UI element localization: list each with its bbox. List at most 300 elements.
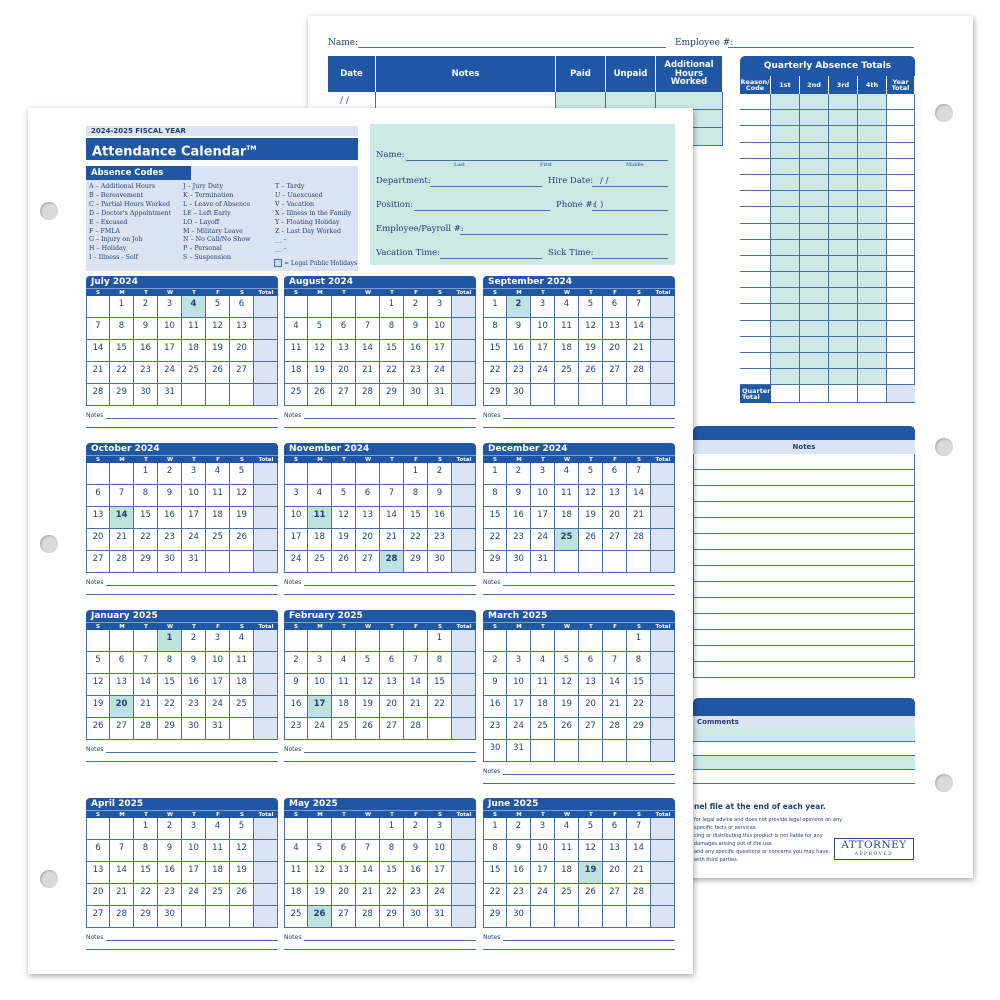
day-cell[interactable]: 12 [230,840,254,862]
day-cell[interactable]: 2 [182,630,206,652]
day-cell[interactable]: 28 [356,906,380,928]
quarterly-cell[interactable] [887,321,915,336]
day-cell[interactable]: 9 [428,485,452,507]
day-cell[interactable]: 8 [134,840,158,862]
day-cell[interactable]: 26 [332,551,356,573]
day-cell[interactable]: 30 [158,551,182,573]
log-date-cell[interactable]: / / [328,92,376,109]
day-cell[interactable]: 13 [332,862,356,884]
day-cell[interactable]: 26 [579,529,603,551]
quarterly-cell[interactable] [887,191,915,206]
day-cell[interactable]: 15 [483,340,507,362]
info-hire-date-line[interactable] [592,186,668,187]
month-notes-line[interactable] [106,585,278,586]
quarterly-cell[interactable] [829,224,858,239]
day-cell[interactable]: 6 [603,463,627,485]
back-notes-line[interactable] [693,598,915,614]
quarterly-cell[interactable] [858,321,887,336]
day-cell[interactable]: 13 [356,507,380,529]
quarterly-cell[interactable] [887,126,915,141]
day-cell[interactable]: 15 [404,507,428,529]
day-cell[interactable]: 15 [483,862,507,884]
day-cell[interactable]: 19 [332,529,356,551]
month-notes-line[interactable] [503,774,675,775]
day-cell[interactable]: 9 [483,674,507,696]
week-total-cell[interactable] [254,340,278,362]
day-cell[interactable]: 2 [428,463,452,485]
day-cell[interactable]: 3 [182,463,206,485]
day-cell[interactable]: 2 [483,652,507,674]
day-cell[interactable]: 19 [308,884,332,906]
day-cell[interactable]: 17 [206,674,230,696]
holiday-day-cell[interactable]: 2 [507,296,531,318]
quarterly-cell[interactable] [800,191,829,206]
empty-day-cell[interactable] [284,463,308,485]
day-cell[interactable]: 20 [332,884,356,906]
quarterly-cell[interactable] [858,175,887,190]
day-cell[interactable]: 16 [404,340,428,362]
month-notes-line[interactable] [86,949,278,950]
month-notes-line[interactable] [284,594,476,595]
quarterly-cell[interactable] [740,224,771,239]
day-cell[interactable]: 23 [483,718,507,740]
week-total-cell[interactable] [254,840,278,862]
day-cell[interactable]: 30 [404,384,428,406]
empty-day-cell[interactable] [579,740,603,762]
day-cell[interactable]: 13 [603,485,627,507]
quarterly-cell[interactable] [829,110,858,125]
day-cell[interactable]: 1 [134,818,158,840]
week-total-cell[interactable] [452,340,476,362]
day-cell[interactable]: 7 [404,652,428,674]
day-cell[interactable]: 17 [531,340,555,362]
day-cell[interactable]: 17 [284,529,308,551]
day-cell[interactable]: 27 [110,718,134,740]
empty-day-cell[interactable] [555,551,579,573]
day-cell[interactable]: 23 [134,362,158,384]
day-cell[interactable]: 8 [483,318,507,340]
day-cell[interactable]: 4 [206,463,230,485]
day-cell[interactable]: 11 [555,485,579,507]
week-total-cell[interactable] [452,862,476,884]
day-cell[interactable]: 14 [627,318,651,340]
day-cell[interactable]: 5 [579,463,603,485]
quarterly-cell[interactable] [829,369,858,384]
day-cell[interactable]: 13 [230,318,254,340]
empty-day-cell[interactable] [332,463,356,485]
empty-day-cell[interactable] [230,718,254,740]
day-cell[interactable]: 6 [579,652,603,674]
week-total-cell[interactable] [254,818,278,840]
quarterly-cell[interactable] [829,321,858,336]
quarterly-cell[interactable] [829,94,858,109]
quarterly-cell[interactable] [771,337,800,352]
empty-day-cell[interactable] [507,630,531,652]
day-cell[interactable]: 13 [579,674,603,696]
day-cell[interactable]: 1 [483,463,507,485]
day-cell[interactable]: 7 [380,485,404,507]
quarterly-cell[interactable] [887,256,915,271]
day-cell[interactable]: 12 [332,507,356,529]
back-notes-line[interactable] [693,518,915,534]
info-position-line[interactable] [414,210,550,211]
day-cell[interactable]: 24 [507,718,531,740]
empty-day-cell[interactable] [230,384,254,406]
day-cell[interactable]: 3 [531,296,555,318]
quarterly-cell[interactable] [858,353,887,368]
day-cell[interactable]: 14 [356,340,380,362]
week-total-cell[interactable] [254,862,278,884]
month-notes-line[interactable] [483,949,675,950]
holiday-day-cell[interactable]: 1 [158,630,182,652]
day-cell[interactable]: 10 [507,674,531,696]
empty-day-cell[interactable] [308,630,332,652]
quarterly-cell[interactable] [858,337,887,352]
day-cell[interactable]: 26 [86,718,110,740]
day-cell[interactable]: 26 [356,718,380,740]
quarterly-cell[interactable] [829,353,858,368]
quarterly-cell[interactable] [800,337,829,352]
day-cell[interactable]: 22 [483,529,507,551]
day-cell[interactable]: 18 [555,340,579,362]
quarterly-cell[interactable] [887,207,915,222]
day-cell[interactable]: 5 [579,818,603,840]
day-cell[interactable]: 24 [206,696,230,718]
quarterly-cell[interactable] [887,94,915,109]
quarterly-cell[interactable] [887,240,915,255]
month-notes-line[interactable] [106,418,278,419]
day-cell[interactable]: 4 [308,485,332,507]
day-cell[interactable]: 16 [134,340,158,362]
day-cell[interactable]: 1 [134,463,158,485]
day-cell[interactable]: 14 [627,840,651,862]
day-cell[interactable]: 25 [284,384,308,406]
week-total-cell[interactable] [452,630,476,652]
day-cell[interactable]: 12 [230,485,254,507]
day-cell[interactable]: 10 [428,318,452,340]
week-total-cell[interactable] [254,630,278,652]
day-cell[interactable]: 6 [356,485,380,507]
week-total-cell[interactable] [254,296,278,318]
day-cell[interactable]: 23 [507,884,531,906]
empty-day-cell[interactable] [86,630,110,652]
week-total-cell[interactable] [452,696,476,718]
empty-day-cell[interactable] [483,630,507,652]
empty-day-cell[interactable] [579,384,603,406]
holiday-day-cell[interactable]: 14 [110,507,134,529]
day-cell[interactable]: 7 [627,818,651,840]
day-cell[interactable]: 18 [206,862,230,884]
empty-day-cell[interactable] [182,906,206,928]
day-cell[interactable]: 5 [86,652,110,674]
day-cell[interactable]: 25 [206,884,230,906]
day-cell[interactable]: 12 [555,674,579,696]
day-cell[interactable]: 1 [380,818,404,840]
week-total-cell[interactable] [452,674,476,696]
week-total-cell[interactable] [452,362,476,384]
quarterly-cell[interactable] [858,240,887,255]
empty-day-cell[interactable] [356,463,380,485]
day-cell[interactable]: 27 [230,362,254,384]
day-cell[interactable]: 31 [206,718,230,740]
week-total-cell[interactable] [452,906,476,928]
day-cell[interactable]: 28 [110,551,134,573]
week-total-cell[interactable] [254,318,278,340]
quarterly-cell[interactable] [829,272,858,287]
day-cell[interactable]: 16 [507,340,531,362]
day-cell[interactable]: 1 [483,818,507,840]
day-cell[interactable]: 30 [507,906,531,928]
day-cell[interactable]: 14 [356,862,380,884]
day-cell[interactable]: 3 [428,818,452,840]
day-cell[interactable]: 18 [531,696,555,718]
quarterly-cell[interactable] [740,207,771,222]
day-cell[interactable]: 2 [158,818,182,840]
quarterly-cell[interactable] [887,272,915,287]
quarterly-cell[interactable] [740,175,771,190]
quarterly-cell[interactable] [800,207,829,222]
empty-day-cell[interactable] [627,906,651,928]
day-cell[interactable]: 8 [404,485,428,507]
quarterly-cell[interactable] [858,256,887,271]
back-notes-line[interactable] [693,486,915,502]
day-cell[interactable]: 15 [483,507,507,529]
info-payroll-line[interactable] [460,234,668,235]
day-cell[interactable]: 28 [404,718,428,740]
quarterly-cell[interactable] [829,337,858,352]
quarterly-cell[interactable] [740,256,771,271]
day-cell[interactable]: 15 [110,340,134,362]
week-total-cell[interactable] [254,551,278,573]
month-notes-line[interactable] [284,761,476,762]
empty-day-cell[interactable] [284,818,308,840]
empty-day-cell[interactable] [428,718,452,740]
week-total-cell[interactable] [651,652,675,674]
empty-day-cell[interactable] [404,630,428,652]
info-vacation-line[interactable] [440,258,542,259]
quarterly-cell[interactable] [858,304,887,319]
day-cell[interactable]: 18 [555,507,579,529]
day-cell[interactable]: 4 [531,652,555,674]
day-cell[interactable]: 28 [603,718,627,740]
quarterly-cell[interactable] [800,272,829,287]
quarterly-cell[interactable] [740,110,771,125]
empty-day-cell[interactable] [110,818,134,840]
day-cell[interactable]: 24 [428,884,452,906]
quarterly-cell[interactable] [858,143,887,158]
day-cell[interactable]: 7 [603,652,627,674]
day-cell[interactable]: 5 [579,296,603,318]
day-cell[interactable]: 19 [230,507,254,529]
day-cell[interactable]: 10 [531,840,555,862]
month-notes-line[interactable] [106,940,278,941]
quarterly-cell[interactable] [887,288,915,303]
day-cell[interactable]: 16 [507,507,531,529]
week-total-cell[interactable] [254,652,278,674]
week-total-cell[interactable] [651,529,675,551]
week-total-cell[interactable] [254,696,278,718]
day-cell[interactable]: 13 [603,840,627,862]
day-cell[interactable]: 22 [428,696,452,718]
day-cell[interactable]: 11 [555,840,579,862]
quarterly-cell[interactable] [771,143,800,158]
week-total-cell[interactable] [452,840,476,862]
day-cell[interactable]: 30 [507,384,531,406]
day-cell[interactable]: 11 [230,652,254,674]
day-cell[interactable]: 10 [158,318,182,340]
day-cell[interactable]: 31 [507,740,531,762]
day-cell[interactable]: 17 [428,340,452,362]
quarterly-cell[interactable] [771,256,800,271]
quarterly-cell[interactable] [771,224,800,239]
day-cell[interactable]: 12 [579,485,603,507]
holiday-day-cell[interactable]: 25 [555,529,579,551]
month-notes-line[interactable] [503,585,675,586]
log-cell[interactable] [656,92,723,109]
month-notes-line[interactable] [483,427,675,428]
back-notes-line[interactable] [693,502,915,518]
day-cell[interactable]: 26 [206,362,230,384]
quarterly-cell[interactable] [740,240,771,255]
holiday-day-cell[interactable]: 28 [380,551,404,573]
quarterly-cell[interactable] [771,94,800,109]
day-cell[interactable]: 1 [404,463,428,485]
week-total-cell[interactable] [651,485,675,507]
day-cell[interactable]: 29 [380,906,404,928]
back-notes-line[interactable] [693,646,915,662]
day-cell[interactable]: 9 [507,485,531,507]
quarterly-cell[interactable] [771,191,800,206]
empty-day-cell[interactable] [555,630,579,652]
day-cell[interactable]: 3 [158,296,182,318]
empty-day-cell[interactable] [531,906,555,928]
day-cell[interactable]: 19 [579,507,603,529]
quarterly-cell[interactable] [800,224,829,239]
week-total-cell[interactable] [651,862,675,884]
empty-day-cell[interactable] [603,384,627,406]
empty-day-cell[interactable] [356,818,380,840]
empty-day-cell[interactable] [603,630,627,652]
day-cell[interactable]: 9 [182,652,206,674]
day-cell[interactable]: 4 [332,652,356,674]
day-cell[interactable]: 25 [332,718,356,740]
day-cell[interactable]: 29 [483,551,507,573]
back-notes-line[interactable] [693,662,915,678]
day-cell[interactable]: 21 [404,696,428,718]
day-cell[interactable]: 26 [579,362,603,384]
day-cell[interactable]: 12 [579,840,603,862]
empty-day-cell[interactable] [332,296,356,318]
day-cell[interactable]: 10 [531,485,555,507]
back-notes-line[interactable] [693,630,915,646]
day-cell[interactable]: 21 [356,884,380,906]
quarterly-cell[interactable] [740,304,771,319]
day-cell[interactable]: 25 [555,362,579,384]
day-cell[interactable]: 18 [332,696,356,718]
quarterly-cell[interactable] [887,159,915,174]
day-cell[interactable]: 12 [308,340,332,362]
day-cell[interactable]: 30 [158,906,182,928]
day-cell[interactable]: 25 [230,696,254,718]
day-cell[interactable]: 16 [507,862,531,884]
day-cell[interactable]: 10 [308,674,332,696]
day-cell[interactable]: 9 [404,840,428,862]
day-cell[interactable]: 2 [158,463,182,485]
quarterly-cell[interactable] [858,272,887,287]
quarterly-cell[interactable] [771,159,800,174]
day-cell[interactable]: 20 [356,529,380,551]
day-cell[interactable]: 24 [531,884,555,906]
quarterly-cell[interactable] [771,207,800,222]
day-cell[interactable]: 23 [158,529,182,551]
day-cell[interactable]: 12 [308,862,332,884]
week-total-cell[interactable] [651,362,675,384]
empty-day-cell[interactable] [380,630,404,652]
day-cell[interactable]: 23 [158,884,182,906]
empty-day-cell[interactable] [86,463,110,485]
day-cell[interactable]: 20 [332,362,356,384]
week-total-cell[interactable] [452,884,476,906]
day-cell[interactable]: 10 [182,840,206,862]
day-cell[interactable]: 22 [380,884,404,906]
day-cell[interactable]: 31 [182,551,206,573]
month-notes-line[interactable] [304,418,476,419]
day-cell[interactable]: 14 [627,485,651,507]
day-cell[interactable]: 13 [86,862,110,884]
quarterly-cell[interactable] [740,353,771,368]
month-notes-line[interactable] [503,418,675,419]
empty-day-cell[interactable] [627,740,651,762]
day-cell[interactable]: 6 [332,318,356,340]
day-cell[interactable]: 4 [284,318,308,340]
day-cell[interactable]: 6 [380,652,404,674]
day-cell[interactable]: 17 [158,340,182,362]
holiday-day-cell[interactable]: 19 [579,862,603,884]
day-cell[interactable]: 5 [206,296,230,318]
day-cell[interactable]: 2 [507,463,531,485]
day-cell[interactable]: 19 [555,696,579,718]
day-cell[interactable]: 22 [404,529,428,551]
quarterly-cell[interactable] [800,143,829,158]
day-cell[interactable]: 10 [206,652,230,674]
day-cell[interactable]: 24 [158,362,182,384]
day-cell[interactable]: 20 [380,696,404,718]
week-total-cell[interactable] [452,485,476,507]
quarterly-cell[interactable] [829,143,858,158]
day-cell[interactable]: 29 [110,384,134,406]
day-cell[interactable]: 23 [182,696,206,718]
day-cell[interactable]: 3 [182,818,206,840]
day-cell[interactable]: 2 [404,818,428,840]
day-cell[interactable]: 14 [404,674,428,696]
day-cell[interactable]: 20 [86,529,110,551]
quarterly-cell[interactable] [771,272,800,287]
day-cell[interactable]: 25 [308,551,332,573]
empty-day-cell[interactable] [284,296,308,318]
day-cell[interactable]: 8 [158,652,182,674]
day-cell[interactable]: 22 [483,362,507,384]
quarterly-cell[interactable] [771,175,800,190]
day-cell[interactable]: 6 [603,296,627,318]
day-cell[interactable]: 7 [356,840,380,862]
day-cell[interactable]: 18 [555,862,579,884]
day-cell[interactable]: 7 [356,318,380,340]
day-cell[interactable]: 11 [284,862,308,884]
day-cell[interactable]: 3 [284,485,308,507]
week-total-cell[interactable] [651,818,675,840]
quarterly-cell[interactable] [800,175,829,190]
day-cell[interactable]: 26 [230,884,254,906]
